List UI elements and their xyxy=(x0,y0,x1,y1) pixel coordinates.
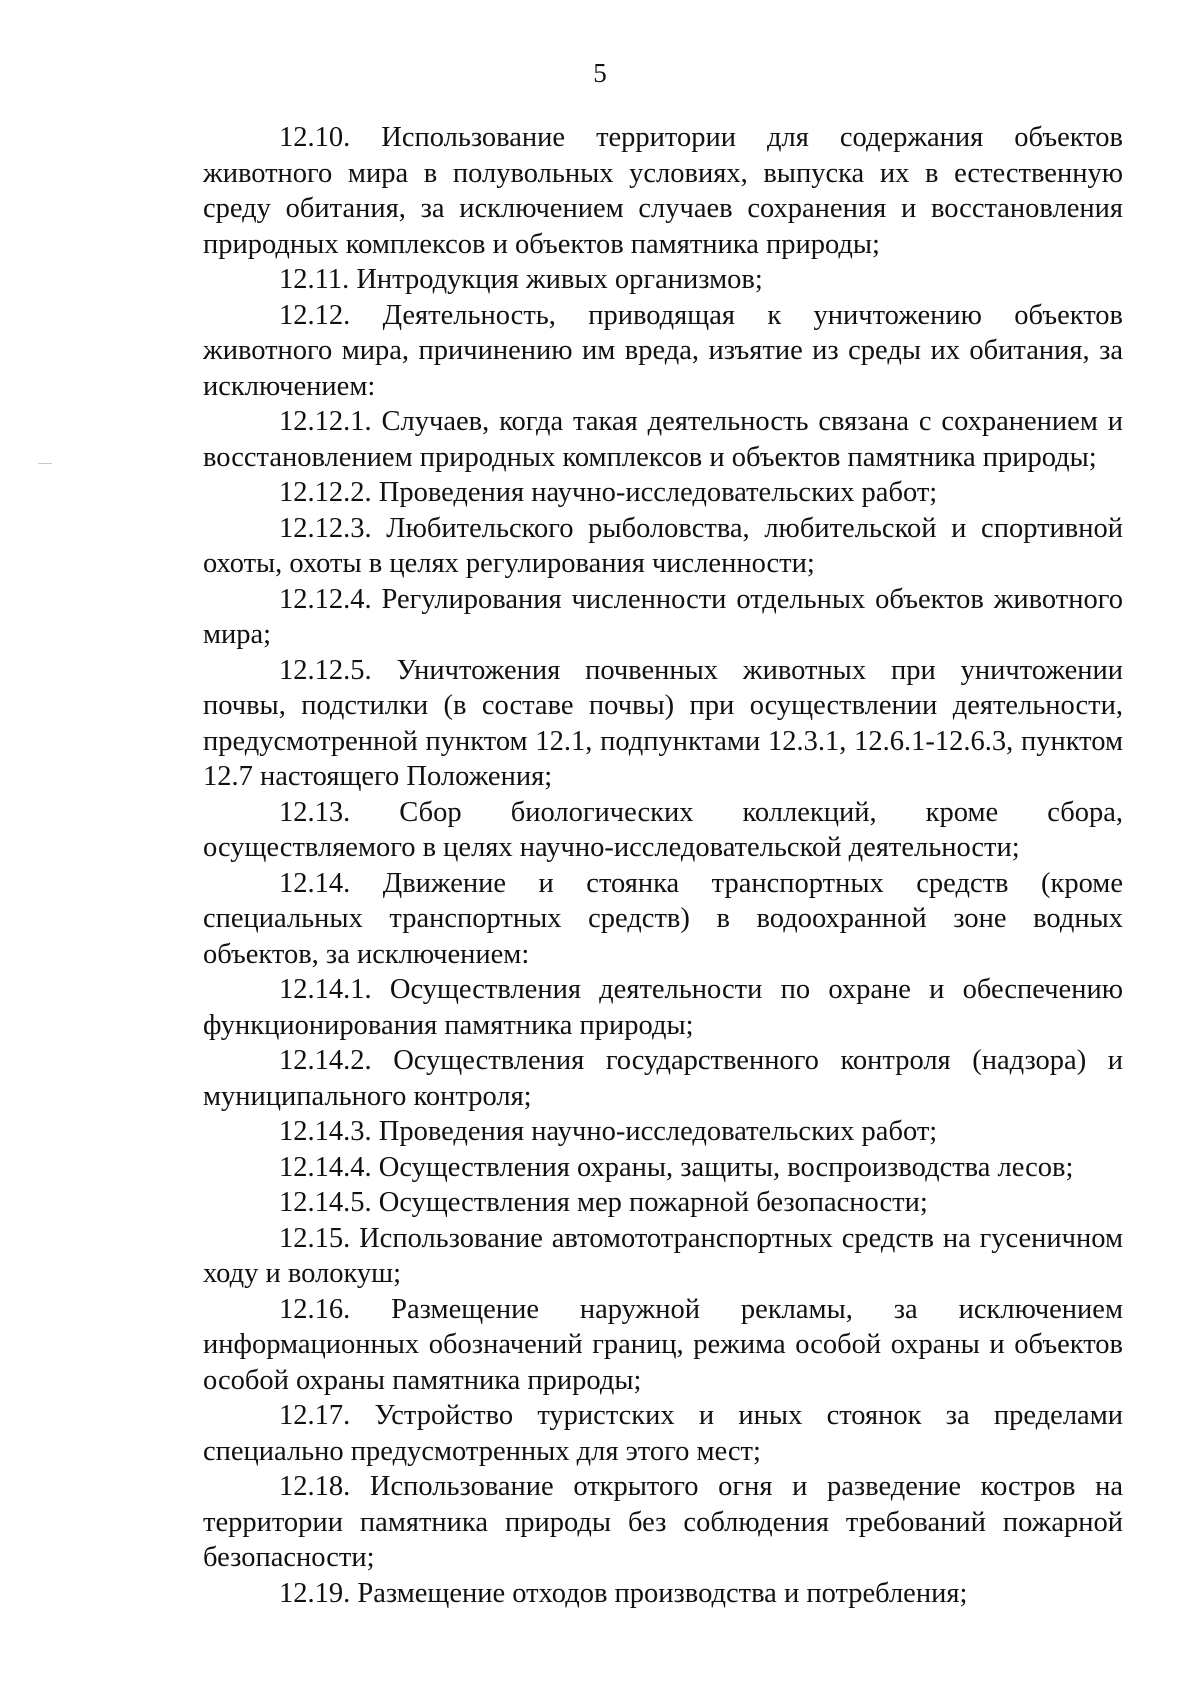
page-number: 5 xyxy=(593,58,607,88)
clause-12-14-2: 12.14.2. Осуществления государственного контроля (надзора) и муниципального контроля; xyxy=(203,1045,1123,1112)
clause-12-12-4: 12.12.4. Регулирования численности отдельных объектов животного мира; xyxy=(203,583,1123,650)
clause-12-12-5: 12.12.5. Уничтожения почвенных животных при уничтожении почвы, подстилки (в составе почвы) при осуществлении деятельности, предусмотренной пунктом 12.1, подпунктами 12.3.1, 12.6.1-12.6.3, пунктом 12.7 настоящего Положения; xyxy=(203,654,1123,792)
clause-12-14-3: 12.14.3. Проведения научно-исследовательских работ; xyxy=(279,1116,938,1147)
clause-12-16: 12.16. Размещение наружной рекламы, за исключением информационных обозначений границ, режима особой охраны и объектов особой охраны памятника природы; xyxy=(203,1293,1123,1396)
clause-12-12-2: 12.12.2. Проведения научно-исследовательских работ; xyxy=(279,477,938,508)
clause-12-12-1: 12.12.1. Случаев, когда такая деятельность связана с сохранением и восстановлением природных комплексов и объектов памятника природы; xyxy=(203,406,1123,473)
clause-12-13: 12.13. Сбор биологических коллекций, кроме сбора, осуществляемого в целях научно-исследовательской деятельности; xyxy=(203,796,1123,863)
clause-12-14-1: 12.14.1. Осуществления деятельности по охране и обеспечению функционирования памятника природы; xyxy=(203,974,1123,1041)
clause-12-19: 12.19. Размещение отходов производства и потребления; xyxy=(279,1577,968,1609)
document-body xyxy=(203,120,1123,1611)
clause-12-18: 12.18. Использование открытого огня и разведение костров на территории памятника природы без соблюдения требований пожарной безопасности; xyxy=(203,1471,1123,1573)
clause-12-14-5: 12.14.5. Осуществления мер пожарной безопасности; xyxy=(279,1187,928,1218)
clause-12-14: 12.14. Движение и стоянка транспортных средств (кроме специальных транспортных средств) в водоохранной зоне водных объектов, за исключением: xyxy=(203,867,1123,970)
clause-12-17: 12.17. Устройство туристских и иных стоянок за пределами специально предусмотренных для этого мест; xyxy=(203,1400,1123,1467)
clause-12-10: 12.10. Использование территории для содержания объектов животного мира в полувольных условиях, выпуска их в естественную среду обитания, за исключением случаев сохранения и восстановления природных комплексов и объектов памятника природы; xyxy=(203,122,1123,260)
clause-12-14-4: 12.14.4. Осуществления охраны, защиты, воспроизводства лесов; xyxy=(279,1151,1074,1183)
clause-12-12: 12.12. Деятельность, приводящая к уничтожению объектов животного мира, причинению им вреда, изъятие из среды их обитания, за исключением: xyxy=(203,299,1123,402)
clause-12-15: 12.15. Использование автомототранспортных средств на гусеничном ходу и волокуш; xyxy=(203,1222,1123,1289)
clause-12-12-3: 12.12.3. Любительского рыболовства, любительской и спортивной охоты, охоты в целях регулирования численности; xyxy=(203,512,1123,579)
scan-artifact xyxy=(38,463,52,464)
clause-12-11: 12.11. Интродукция живых организмов; xyxy=(279,264,763,295)
